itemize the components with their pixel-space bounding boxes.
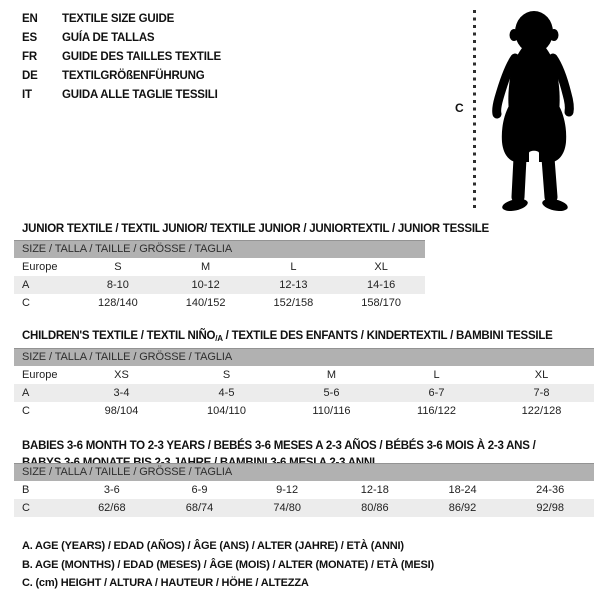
table-cell: 6-7	[428, 387, 445, 399]
junior-section-title: JUNIOR TEXTILE / TEXTIL JUNIOR/ TEXTILE JUNIOR / JUNIORTEXTIL / JUNIOR TESSILE	[22, 222, 489, 235]
language-label: GUIDA ALLE TAGLIE TESSILI	[62, 88, 218, 101]
language-label: GUIDE DES TAILLES TEXTILE	[62, 50, 221, 63]
table-cell: 152/158	[273, 297, 314, 309]
language-code: ES	[22, 31, 37, 44]
language-row-en	[22, 9, 221, 28]
table-row	[14, 402, 594, 420]
table-cell: 74/80	[273, 502, 301, 514]
language-label: TEXTILE SIZE GUIDE	[62, 12, 175, 25]
table-row	[14, 481, 594, 499]
table-cell: 12-13	[279, 279, 308, 291]
table-cell: 24-36	[536, 484, 565, 496]
language-code: IT	[22, 88, 32, 101]
language-code: EN	[22, 12, 38, 25]
language-code: FR	[22, 50, 37, 63]
table-cell: L	[290, 261, 297, 273]
table-row	[14, 258, 425, 276]
table-cell: 122/128	[521, 405, 562, 417]
children-size-table	[14, 348, 594, 420]
table-cell: 5-6	[323, 387, 340, 399]
row-label: Europe	[22, 261, 58, 273]
table-cell: M	[201, 261, 211, 273]
legend-note-b: B. AGE (MONTHS) / EDAD (MESES) / ÂGE (MOIS) / ALTER (MONATE) / ETÀ (MESI)	[22, 558, 434, 571]
table-cell: 12-18	[360, 484, 389, 496]
row-label: C	[22, 405, 30, 417]
language-label: GUÍA DE TALLAS	[62, 31, 155, 44]
table-row	[14, 384, 594, 402]
size-header-bar: SIZE / TALLA / TAILLE / GRÖSSE / TAGLIA	[14, 240, 425, 258]
table-cell: 6-9	[191, 484, 208, 496]
size-header-bar: SIZE / TALLA / TAILLE / GRÖSSE / TAGLIA	[14, 463, 594, 481]
babies-size-table	[14, 463, 594, 517]
table-row	[14, 366, 594, 384]
table-cell: 86/92	[448, 502, 477, 514]
table-cell: 62/68	[98, 502, 126, 514]
table-cell: 3-6	[103, 484, 120, 496]
table-cell: S	[114, 261, 122, 273]
row-label: B	[22, 484, 30, 496]
legend-note-a: A. AGE (YEARS) / EDAD (AÑOS) / ÂGE (ANS) / ALTER (JAHRE) / ETÀ (ANNI)	[22, 540, 404, 552]
table-cell: 92/98	[536, 502, 564, 514]
table-cell: 140/152	[185, 297, 226, 309]
table-row	[14, 294, 425, 312]
toddler-silhouette-image	[482, 6, 588, 216]
table-cell: 104/110	[207, 405, 246, 417]
language-label: TEXTILGRÖßENFÜHRUNG	[62, 69, 205, 82]
table-row	[14, 276, 425, 294]
language-row-de	[22, 66, 221, 85]
table-cell: 68/74	[185, 502, 214, 514]
table-cell: 110/116	[312, 405, 351, 417]
children-title-part2: / TEXTILE DES ENFANTS / KINDERTEXTIL / BAMBINI TESSILE	[222, 329, 553, 342]
table-cell: 158/170	[361, 297, 401, 309]
language-row-es	[22, 28, 221, 47]
table-cell: XL	[374, 261, 388, 273]
table-cell: 116/122	[417, 405, 456, 417]
table-cell: L	[433, 369, 440, 381]
table-cell: 3-4	[113, 387, 130, 399]
table-cell: 9-12	[276, 484, 299, 496]
table-cell: 8-10	[106, 279, 129, 291]
table-cell: S	[222, 369, 231, 381]
language-row-it	[22, 85, 221, 104]
table-cell: 14-16	[367, 279, 396, 291]
row-label: A	[22, 387, 30, 399]
children-title-part1: CHILDREN'S TEXTILE / TEXTIL NIÑO	[22, 329, 216, 342]
table-cell: 98/104	[104, 405, 139, 417]
row-label: C	[22, 502, 30, 514]
table-cell: 10-12	[191, 279, 220, 291]
table-cell: XL	[534, 369, 549, 381]
table-cell: M	[326, 369, 337, 381]
language-list	[22, 9, 221, 104]
table-row	[14, 499, 594, 517]
junior-size-table	[14, 240, 425, 312]
table-cell: 7-8	[533, 387, 550, 399]
table-cell: XS	[114, 369, 129, 381]
table-cell: 4-5	[218, 387, 235, 399]
table-cell: 128/140	[97, 297, 138, 309]
height-dotted-line	[473, 10, 476, 212]
legend-note-c: C. (cm) HEIGHT / ALTURA / HAUTEUR / HÖHE / ALTEZZA	[22, 577, 309, 589]
row-label: C	[22, 297, 30, 309]
row-label: Europe	[22, 369, 58, 381]
legend-notes	[22, 537, 434, 593]
row-label: A	[22, 279, 30, 291]
language-code: DE	[22, 69, 38, 82]
language-row-fr	[22, 47, 221, 66]
children-section-title	[22, 330, 553, 343]
babies-title-line1: BABIES 3-6 MONTH TO 2-3 YEARS / BEBÉS 3-6 MESES A 2-3 AÑOS / BÉBÉS 3-6 MOIS À 2-3 ANS /	[22, 439, 536, 452]
table-cell: 80/86	[361, 502, 389, 514]
children-title-subscript: /A	[215, 333, 223, 343]
size-header-bar: SIZE / TALLA / TAILLE / GRÖSSE / TAGLIA	[14, 348, 594, 366]
table-cell: 18-24	[448, 484, 477, 496]
height-measure-label: C	[455, 101, 464, 115]
